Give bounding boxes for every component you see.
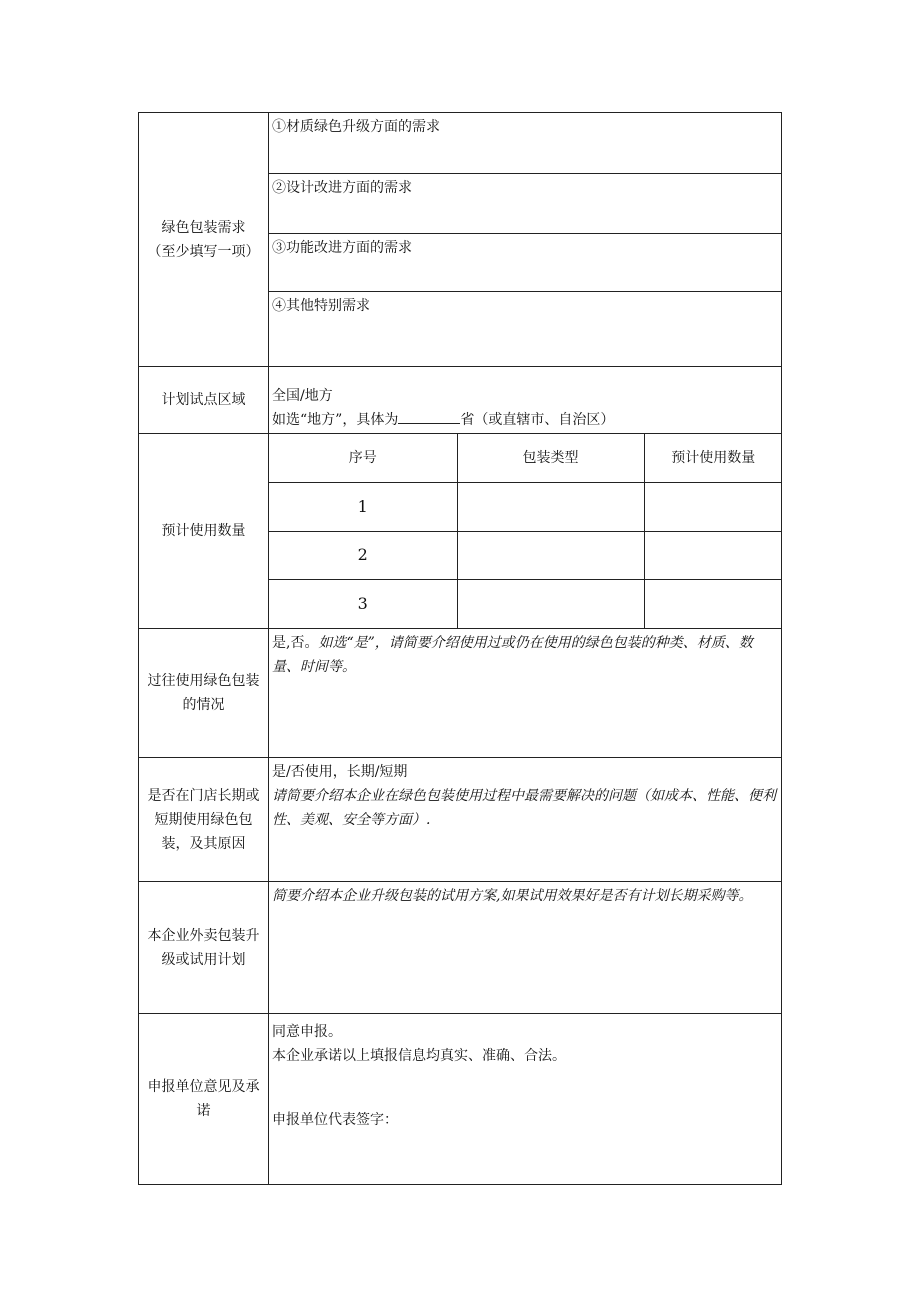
store-label: 是否在门店长期或短期使用绿色包装，及其原因 — [139, 758, 269, 882]
needs-item-function[interactable]: ③功能改进方面的需求 — [269, 234, 782, 292]
usage-row-type[interactable] — [457, 482, 644, 531]
region-detail: 如选“地方”，具体为 省（或直辖市、自治区） — [272, 408, 779, 432]
region-label: 计划试点区域 — [139, 367, 269, 434]
declare-promise: 本企业承诺以上填报信息均真实、准确、合法。 — [272, 1048, 566, 1064]
plan-prompt: 简要介绍本企业升级包装的试用方案,如果试用效果好是否有计划长期采购等。 — [272, 888, 753, 904]
needs-label — [139, 113, 269, 367]
usage-row-index: 3 — [269, 579, 457, 628]
usage-row-quantity[interactable] — [644, 482, 782, 531]
region-options: 全国/地方 — [272, 388, 333, 404]
usage-header-quantity: 预计使用数量 — [644, 434, 782, 482]
province-blank[interactable] — [398, 409, 460, 424]
past-label: 过往使用绿色包装的情况 — [139, 629, 269, 758]
usage-row-index: 1 — [269, 482, 457, 531]
needs-item-other[interactable]: ④其他特别需求 — [269, 292, 782, 367]
needs-label-title: 绿色包装需求 — [161, 219, 246, 236]
usage-row-quantity[interactable] — [644, 531, 782, 579]
usage-table-cell — [269, 434, 782, 629]
application-form-table — [138, 112, 782, 1185]
plan-label: 本企业外卖包装升级或试用计划 — [139, 882, 269, 1014]
usage-row-type[interactable] — [457, 579, 644, 628]
declare-field[interactable] — [269, 1014, 782, 1185]
declare-agree: 同意申报。 — [272, 1024, 342, 1040]
usage-header-type: 包装类型 — [457, 434, 644, 482]
declare-signature: 申报单位代表签字： — [272, 1112, 398, 1128]
usage-table — [269, 434, 782, 628]
past-field[interactable]: 是,否。如选“是”，请简要介绍使用过或仍在使用的绿色包装的种类、材质、数量、时间等。 — [269, 629, 782, 758]
usage-row-quantity[interactable] — [644, 579, 782, 628]
usage-header-index: 序号 — [269, 434, 457, 482]
declare-label: 申报单位意见及承诺 — [139, 1014, 269, 1185]
usage-row-index: 2 — [269, 531, 457, 579]
usage-label: 预计使用数量 — [139, 434, 269, 629]
store-prompt: 请简要介绍本企业在绿色包装使用过程中最需要解决的问题（如成本、性能、便利性、美观、安全等方面）. — [272, 788, 776, 828]
usage-row-type[interactable] — [457, 531, 644, 579]
region-field[interactable] — [269, 367, 782, 434]
needs-item-material[interactable]: ①材质绿色升级方面的需求 — [269, 113, 782, 174]
store-field[interactable] — [269, 758, 782, 882]
needs-label-note: （至少填写一项） — [147, 243, 260, 260]
needs-item-design[interactable]: ②设计改进方面的需求 — [269, 174, 782, 234]
plan-field[interactable] — [269, 882, 782, 1014]
store-options: 是/否使用，长期/短期 — [272, 764, 408, 780]
